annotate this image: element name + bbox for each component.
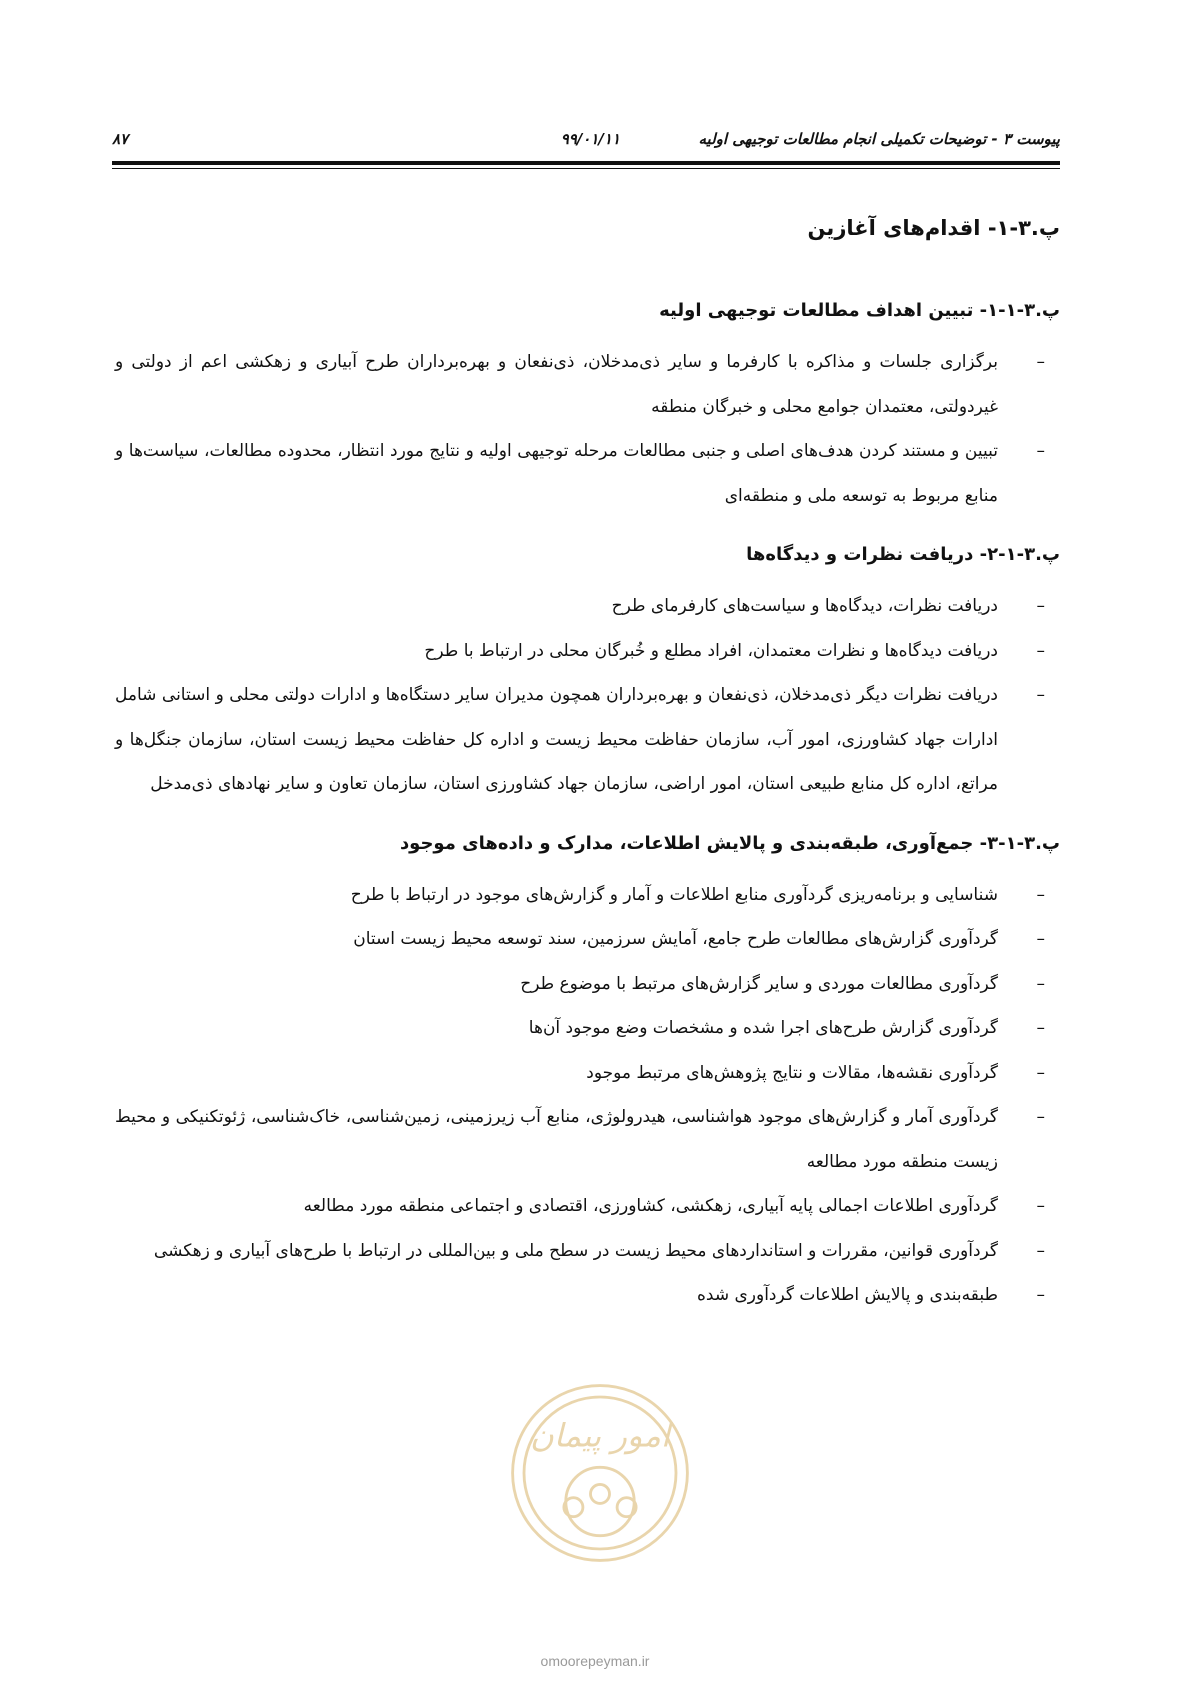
page-header (112, 122, 1060, 152)
dash-bullet-icon: – (1036, 352, 1045, 372)
header-date: ۹۹/۰۱/۱۱ (560, 130, 620, 148)
dash-bullet-icon: – (1036, 1240, 1045, 1261)
list-item-text: دریافت دیدگاه‌ها و نظرات معتمدان، افراد مطلع و خُبرگان محلی در ارتباط با طرح (424, 640, 998, 661)
dash-bullet-icon: – (1036, 1107, 1045, 1127)
list-item-text: گردآوری گزارش طرح‌های اجرا شده و مشخصات وضع موجود آن‌ها (528, 1018, 998, 1038)
seal-text: امور پیمان (530, 1416, 670, 1455)
list-item-text: دریافت نظرات، دیدگاه‌ها و سیاست‌های کارفرمای طرح (611, 596, 998, 616)
bullet-list (115, 340, 1060, 518)
list-item (115, 429, 1060, 518)
main-heading: پ.۳-۱- اقدام‌های آغازین (807, 216, 1060, 240)
list-item-text: گردآوری آمار و گزارش‌های موجود هواشناسی، هیدرولوژی، منابع آب زیرزمینی، زمین‌شناسی، خاک‌شناسی، ژئوتکنیکی و محیط زیست منطقه مورد مطالعه (115, 1107, 998, 1172)
list-item (115, 1229, 1060, 1274)
header-rule-thick (112, 161, 1060, 165)
section-data-collection (115, 829, 1060, 1318)
dash-bullet-icon: – (1036, 441, 1045, 461)
section-objectives (115, 296, 1060, 518)
list-item-text: گردآوری قوانین، مقررات و استانداردهای محیط زیست در سطح ملی و بین‌المللی در ارتباط با طرح‌های آبیاری و زهکشی (153, 1240, 998, 1261)
section-heading: پ.۳-۱-۲- دریافت نظرات و دیدگاه‌ها (746, 544, 1060, 565)
list-item-text: گردآوری اطلاعات اجمالی پایه آبیاری، زهکشی، کشاورزی، اقتصادی و اجتماعی منطقه مورد مطالعه (303, 1196, 998, 1216)
list-item (115, 673, 1060, 807)
bullet-list (115, 873, 1060, 1318)
dash-bullet-icon: – (1036, 884, 1045, 905)
list-item (115, 917, 1060, 962)
list-item-text: طبقه‌بندی و پالایش اطلاعات گردآوری شده (697, 1285, 998, 1305)
dash-bullet-icon: – (1036, 1285, 1045, 1305)
list-item (115, 629, 1060, 674)
dash-bullet-icon: – (1036, 596, 1045, 616)
header-title: پیوست ۳ - توضیحات تکمیلی انجام مطالعات توجیهی اولیه (698, 130, 1060, 148)
list-item (115, 962, 1060, 1007)
dash-bullet-icon: – (1036, 685, 1045, 705)
section-opinions (115, 540, 1060, 807)
dash-bullet-icon: – (1036, 1018, 1045, 1038)
dash-bullet-icon: – (1036, 973, 1045, 994)
list-item-text: گردآوری نقشه‌ها، مقالات و نتایج پژوهش‌های مرتبط موجود (586, 1062, 998, 1083)
list-item-text: برگزاری جلسات و مذاکره با کارفرما و سایر ذی‌مدخلان، ذی‌نفعان و بهره‌برداران طرح آبیاری و زهکشی اعم از دولتی و غیردولتی، معتمدان جوامع محلی و خبرگان منطقه (115, 352, 998, 417)
list-item (115, 1184, 1060, 1229)
dash-bullet-icon: – (1036, 929, 1045, 949)
list-item-text: گردآوری گزارش‌های مطالعات طرح جامع، آمایش سرزمین، سند توسعه محیط زیست استان (353, 929, 998, 949)
dash-bullet-icon: – (1036, 640, 1045, 661)
section-heading: پ.۳-۱-۱- تبیین اهداف مطالعات توجیهی اولیه (659, 300, 1060, 321)
page-number: ۸۷ (112, 130, 129, 148)
section-heading: پ.۳-۱-۳- جمع‌آوری، طبقه‌بندی و پالایش اطلاعات، مدارک و داده‌های موجود (399, 832, 1060, 854)
list-item-text: گردآوری مطالعات موردی و سایر گزارش‌های مرتبط با موضوع طرح (520, 973, 998, 994)
list-item (115, 1051, 1060, 1096)
list-item (115, 584, 1060, 629)
list-item-text: دریافت نظرات دیگر ذی‌مدخلان، ذی‌نفعان و بهره‌برداران همچون مدیران سایر دستگاه‌ها و ادارات دولتی محلی و استانی شامل ادارات جهاد کشاورزی، امور آب، سازمان حفاظت محیط زیست و اداره کل حفاظت محیط زیست استان، سازمان جنگل‌ها و مراتع، اداره کل منابع طبیعی استان، امور اراضی، سازمان جهاد کشاورزی استان، سازمان تعاون و سایر نهادهای ذی‌مدخل (115, 685, 998, 794)
list-item (115, 873, 1060, 918)
bullet-list (115, 584, 1060, 807)
list-item-text: تبیین و مستند کردن هدف‌های اصلی و جنبی مطالعات مرحله توجیهی اولیه و نتایج مورد انتظار، محدوده مطالعات، سیاست‌ها و منابع مربوط به توسعه ملی و منطقه‌ای (115, 441, 998, 506)
list-item-text: شناسایی و برنامه‌ریزی گردآوری منابع اطلاعات و آمار و گزارش‌های موجود در ارتباط با طرح (350, 884, 998, 905)
watermark-seal-icon (505, 1378, 695, 1568)
list-item (115, 1273, 1060, 1318)
list-item (115, 340, 1060, 429)
list-item (115, 1006, 1060, 1051)
dash-bullet-icon: – (1036, 1062, 1045, 1083)
dash-bullet-icon: – (1036, 1196, 1045, 1216)
header-rule-thin (112, 168, 1060, 169)
watermark-site: omoorepeyman.ir (540, 1653, 650, 1669)
document-body (115, 212, 1060, 1340)
list-item (115, 1095, 1060, 1184)
